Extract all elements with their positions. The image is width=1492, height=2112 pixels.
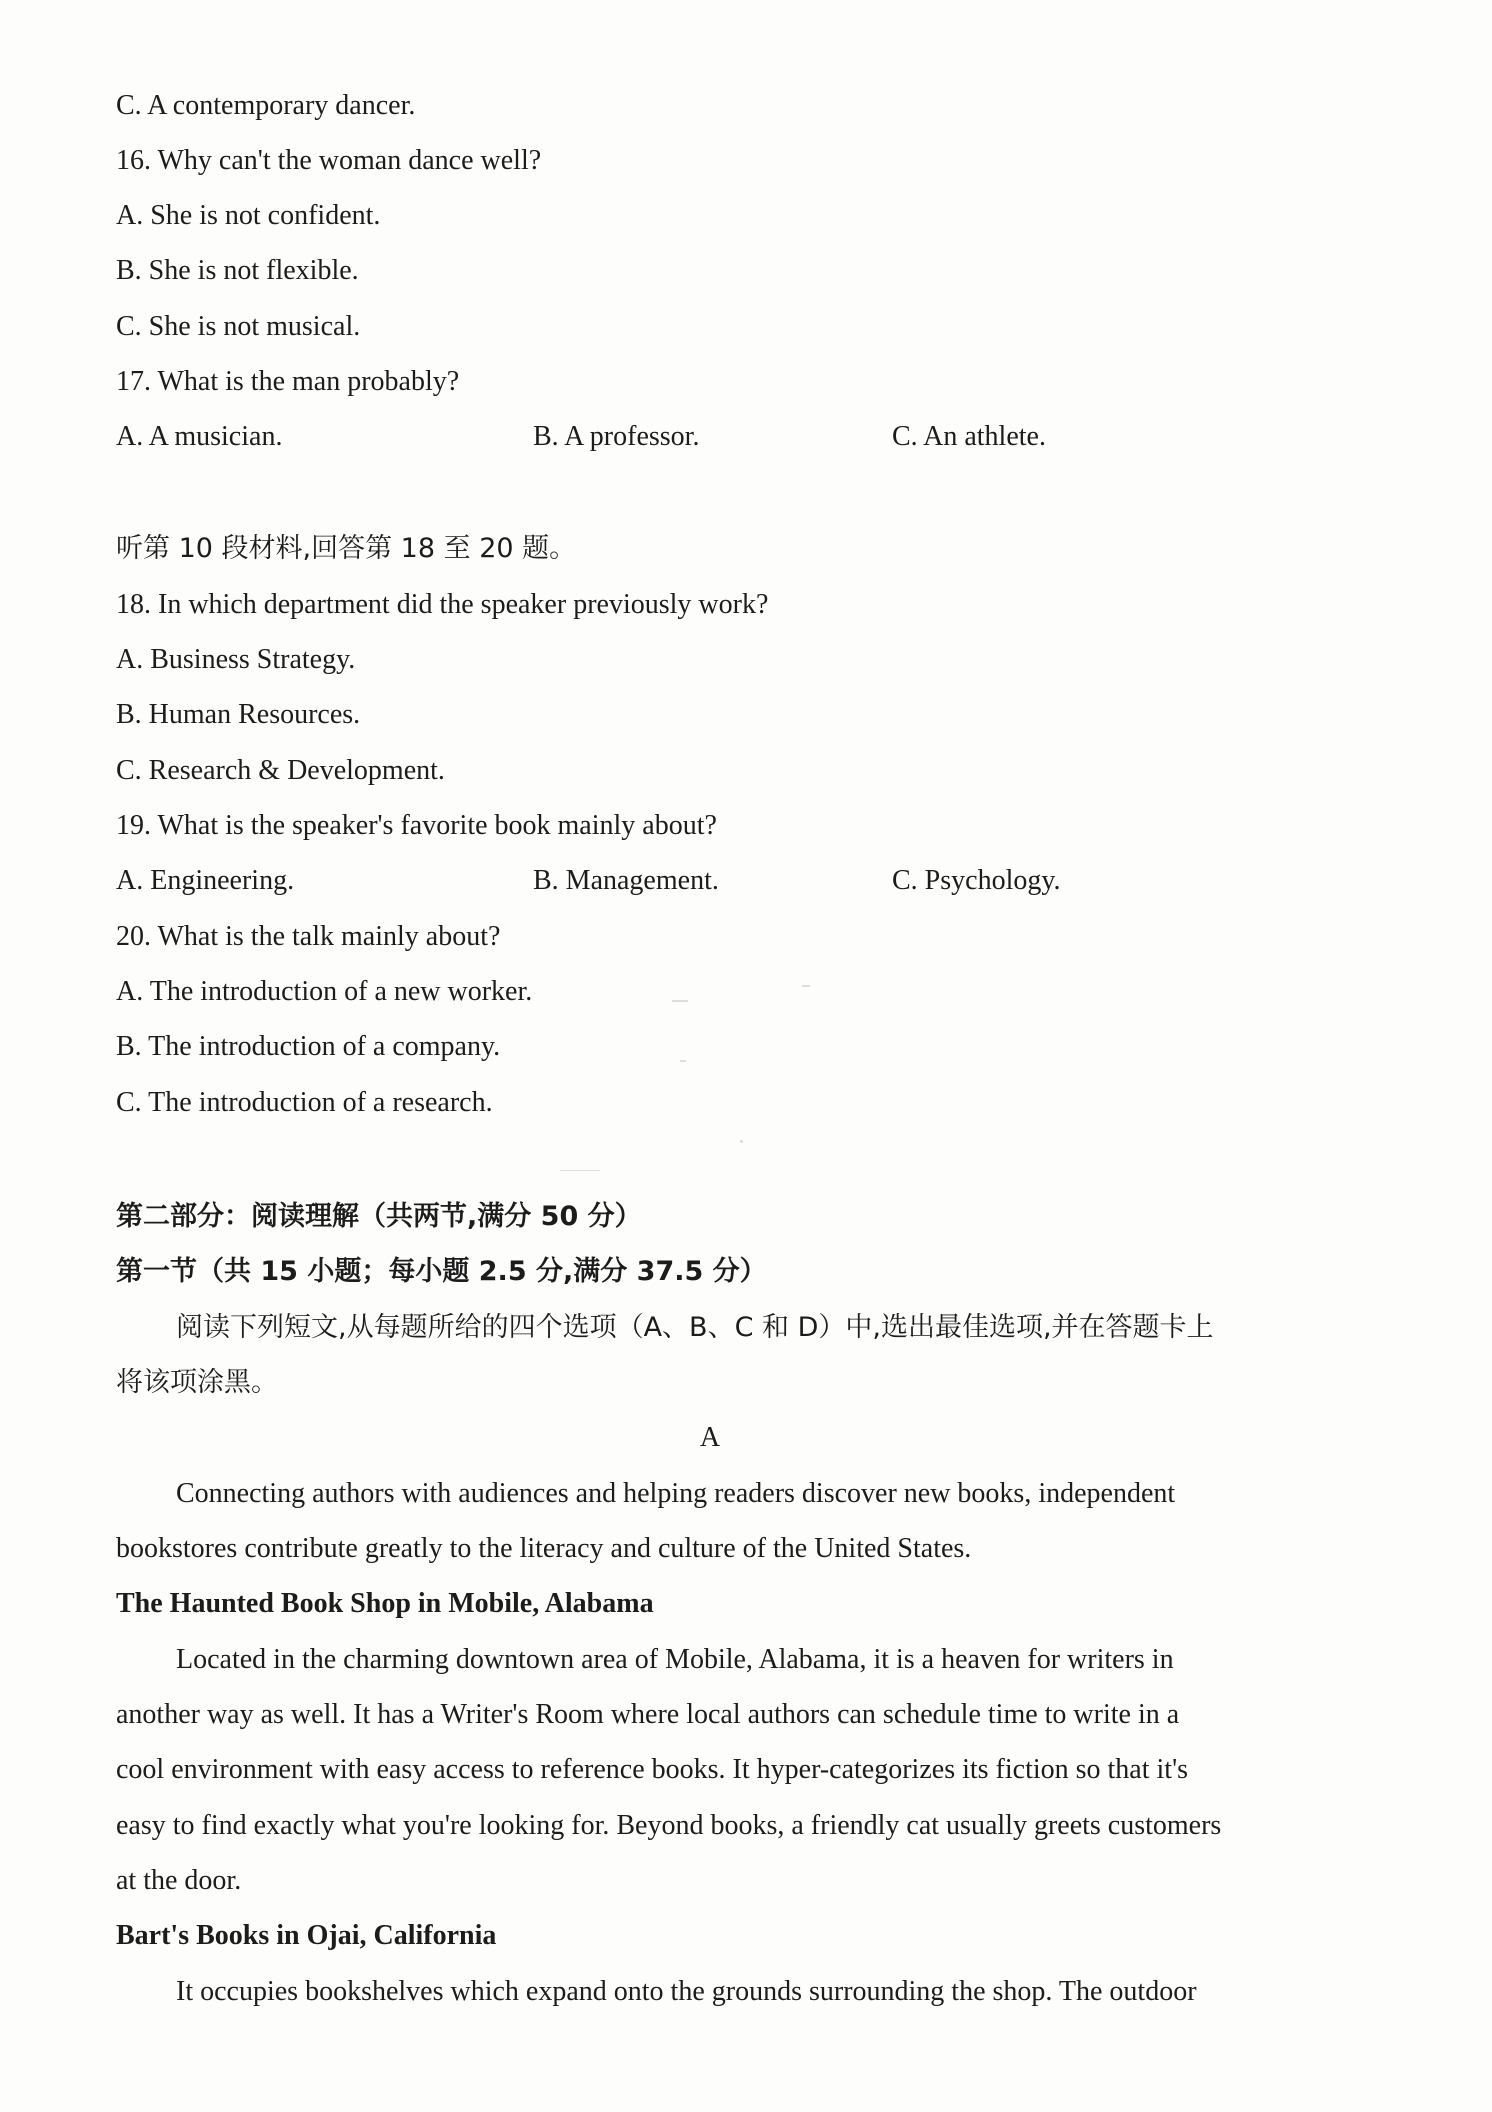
q17-option-a: A. A musician. bbox=[116, 421, 283, 452]
q18-option-b: B. Human Resources. bbox=[116, 699, 361, 730]
q19-option-c: C. Psychology. bbox=[892, 865, 1061, 896]
q17-question: 17. What is the man probably? bbox=[116, 366, 460, 397]
passage-label: A bbox=[699, 1422, 721, 1453]
q20-option-b: B. The introduction of a company. bbox=[116, 1031, 501, 1062]
q20-option-c: C. The introduction of a research. bbox=[116, 1087, 493, 1118]
q18-question: 18. In which department did the speaker previously work? bbox=[116, 589, 769, 620]
reading-instruction-line2: 将该项涂黑。 bbox=[116, 1367, 278, 1398]
shop1-line: cool environment with easy access to reference books. It hyper-categorizes its fiction so that it's bbox=[116, 1754, 1189, 1785]
q17-option-c: C. An athlete. bbox=[892, 421, 1046, 452]
passage-intro-line2: bookstores contribute greatly to the literacy and culture of the United States. bbox=[116, 1533, 972, 1564]
shop1-line: easy to find exactly what you're looking for. Beyond books, a friendly cat usually greets customers bbox=[116, 1810, 1222, 1841]
scan-mark bbox=[680, 1060, 686, 1062]
shop2-line: It occupies bookshelves which expand onto the grounds surrounding the shop. The outdoor bbox=[176, 1976, 1197, 2007]
q19-option-a: A. Engineering. bbox=[116, 865, 295, 896]
q19-option-b: B. Management. bbox=[533, 865, 719, 896]
reading-instruction-line1: 阅读下列短文,从每题所给的四个选项（A、B、C 和 D）中,选出最佳选项,并在答题卡上 bbox=[176, 1312, 1214, 1343]
shop1-line: Located in the charming downtown area of Mobile, Alabama, it is a heaven for writers in bbox=[176, 1644, 1174, 1675]
q19-question: 19. What is the speaker's favorite book mainly about? bbox=[116, 810, 717, 841]
shop2-heading: Bart's Books in Ojai, California bbox=[116, 1920, 497, 1951]
passage-intro-line1: Connecting authors with audiences and helping readers discover new books, independent bbox=[176, 1478, 1176, 1509]
q16-option-b: B. She is not flexible. bbox=[116, 255, 359, 286]
scan-mark bbox=[740, 1140, 743, 1143]
q17-option-b: B. A professor. bbox=[533, 421, 700, 452]
q18-option-c: C. Research & Development. bbox=[116, 755, 445, 786]
shop1-line: at the door. bbox=[116, 1865, 242, 1896]
shop1-heading: The Haunted Book Shop in Mobile, Alabama bbox=[116, 1588, 654, 1619]
shop1-line: another way as well. It has a Writer's Room where local authors can schedule time to write in a bbox=[116, 1699, 1180, 1730]
q18-option-a: A. Business Strategy. bbox=[116, 644, 356, 675]
q16-option-a: A. She is not confident. bbox=[116, 200, 381, 231]
q20-question: 20. What is the talk mainly about? bbox=[116, 921, 501, 952]
q15-option-c: C. A contemporary dancer. bbox=[116, 90, 416, 121]
scan-mark bbox=[560, 1170, 600, 1171]
section10-instruction: 听第 10 段材料,回答第 18 至 20 题。 bbox=[116, 533, 577, 564]
reading-section-title: 第一节（共 15 小题；每小题 2.5 分,满分 37.5 分） bbox=[116, 1256, 767, 1287]
reading-part-title: 第二部分：阅读理解（共两节,满分 50 分） bbox=[116, 1201, 642, 1232]
scan-mark bbox=[672, 1000, 688, 1002]
q20-option-a: A. The introduction of a new worker. bbox=[116, 976, 533, 1007]
scan-mark bbox=[802, 985, 810, 987]
q16-question: 16. Why can't the woman dance well? bbox=[116, 145, 542, 176]
q16-option-c: C. She is not musical. bbox=[116, 311, 361, 342]
